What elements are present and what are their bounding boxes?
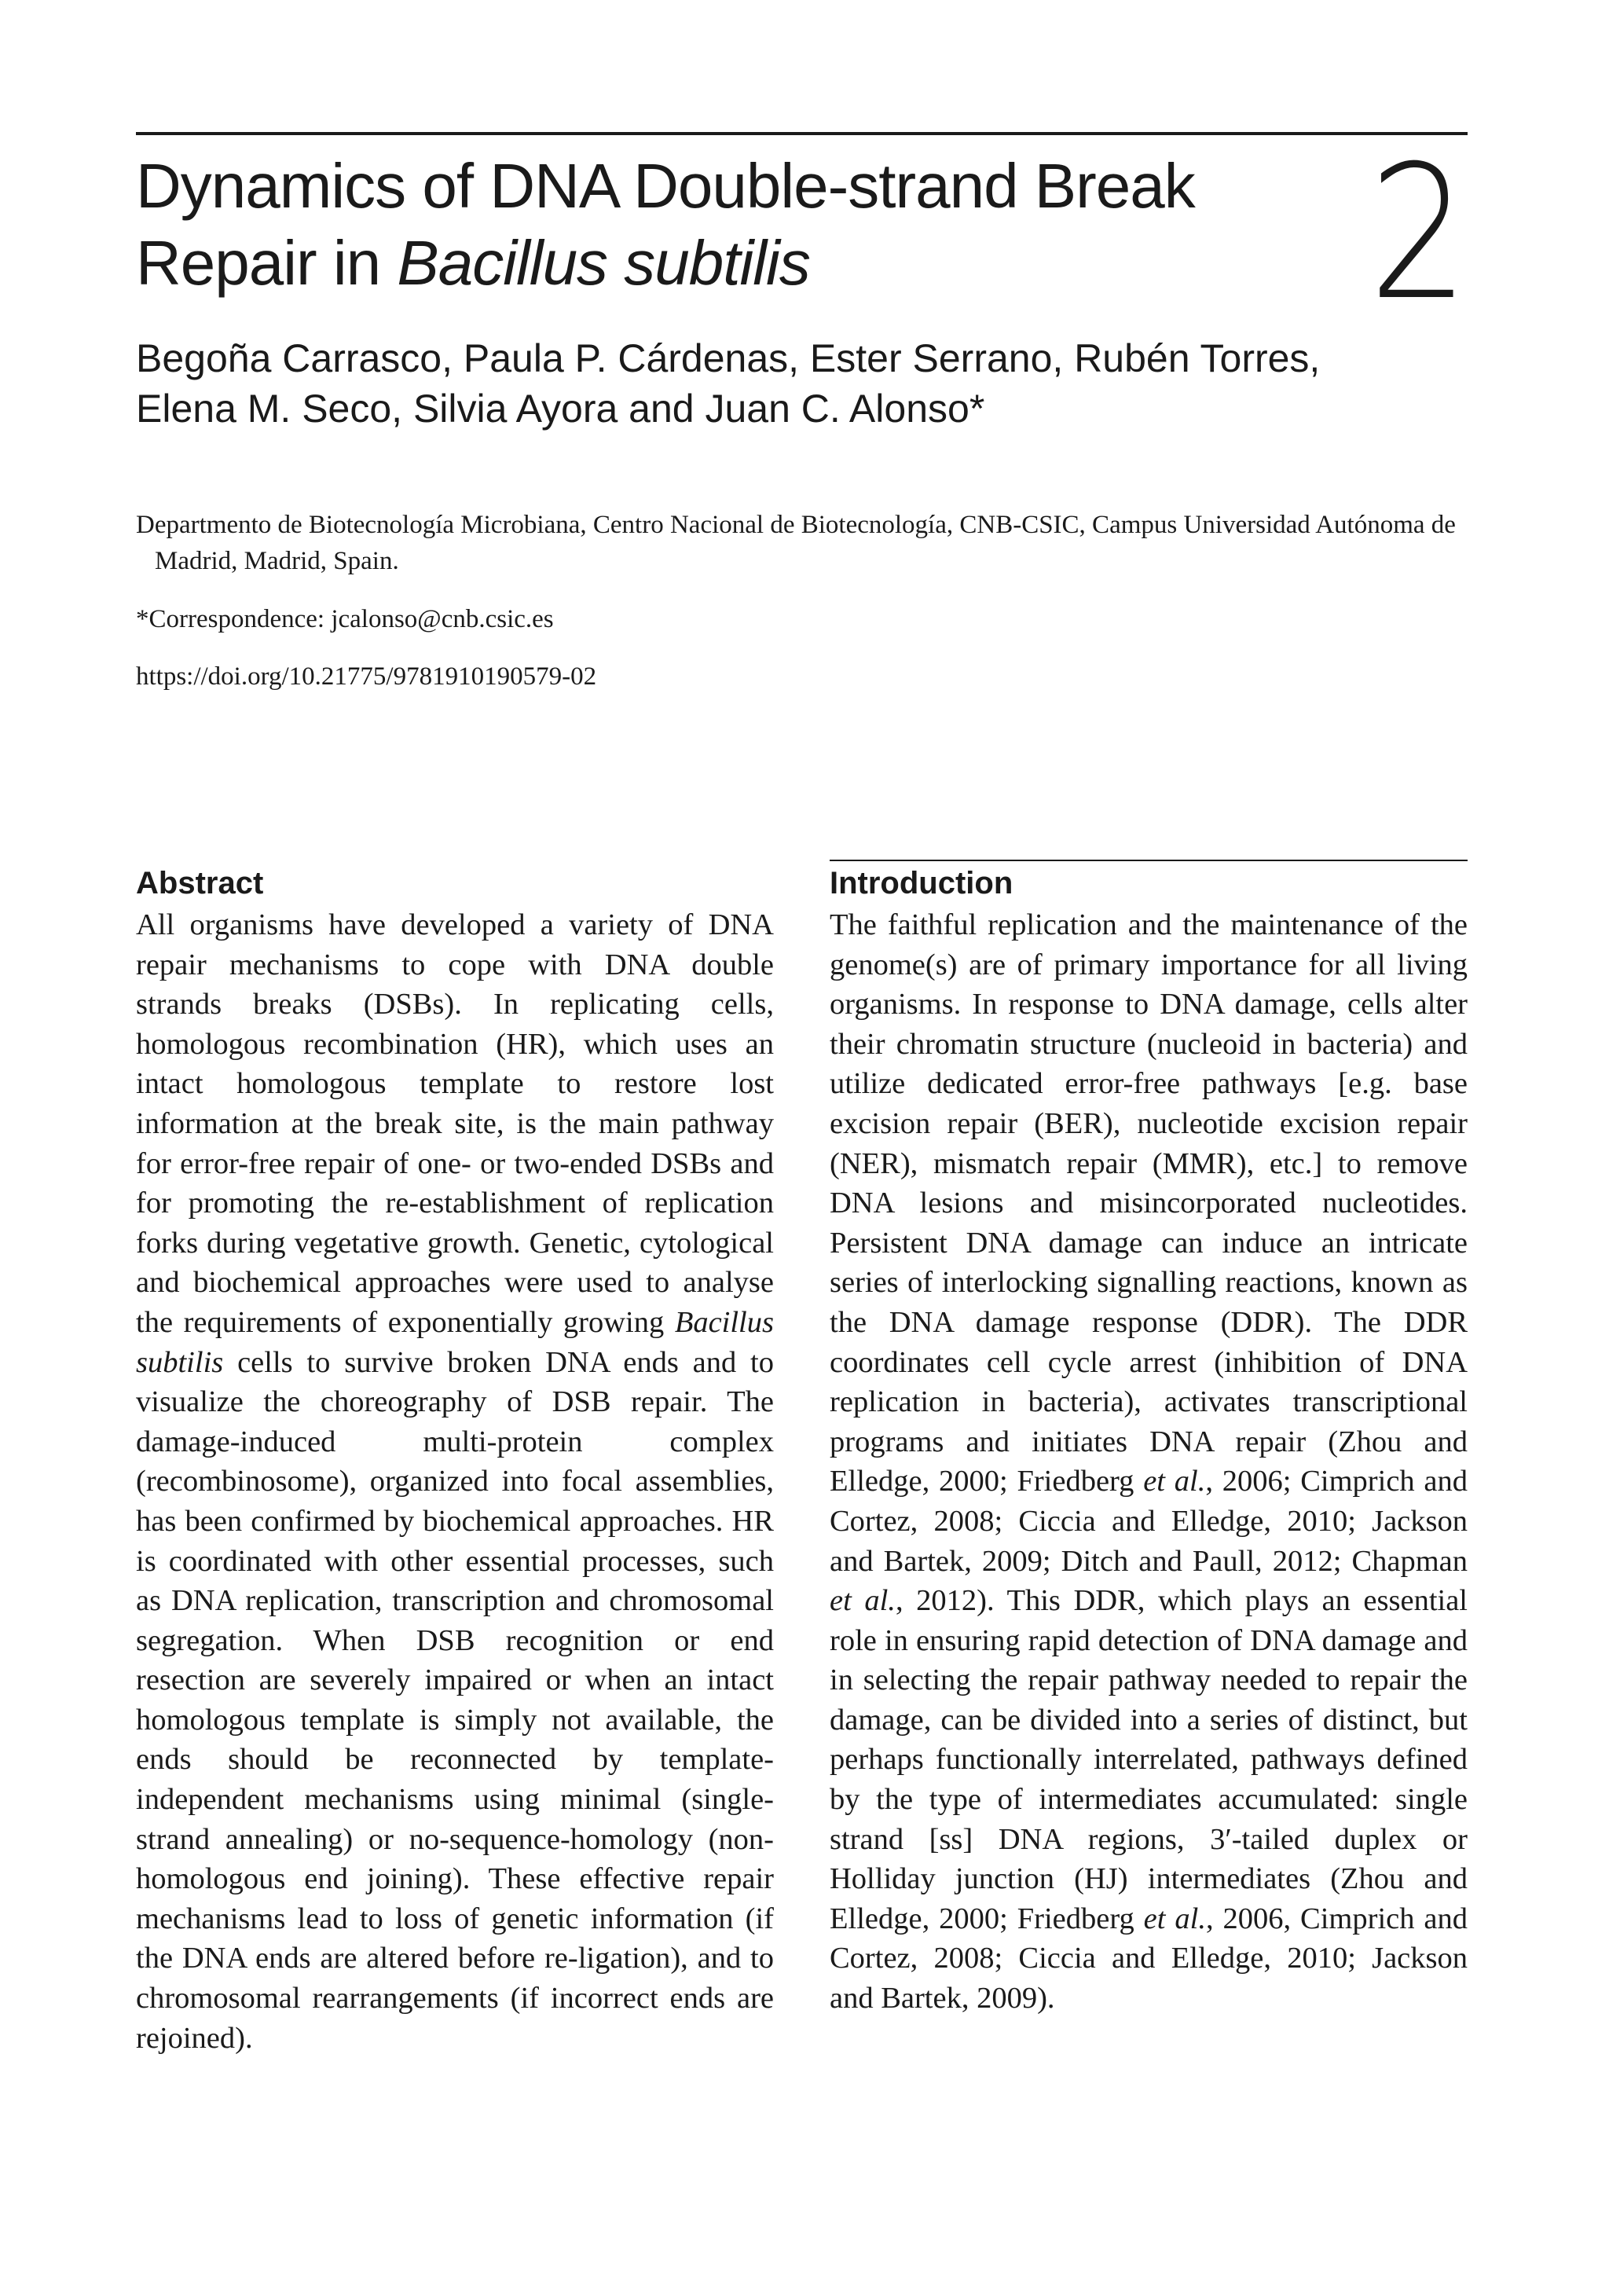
authors-line-2: Elena M. Seco, Silvia Ayora and Juan C. Alonso* <box>136 387 985 431</box>
abstract-section <box>136 863 774 2058</box>
abstract-text-part-2: cells to survive broken DNA ends and to visualize the choreography of DSB repair. The damage-induced multi-protein complex (recombinosome), organized into focal assemblies, has been confirmed by biochemical approaches. HR is coordinated with other essential processes, such as DNA replication, transcription and chromosomal segregation. When DSB recognition or end resection are severely impaired or when an intact homologous template is simply not available, the ends should be reconnected by template-independent mechanisms using minimal (single-strand annealing) or no-sequence-homology (non-homologous end joining). These effective repair mechanisms lead to loss of genetic information (if the DNA ends are altered before re-ligation), and to chromosomal rearrangements (if incorrect ends are rejoined). <box>136 1345 774 2055</box>
abstract-text-part-1: All organisms have developed a variety of DNA repair mechanisms to cope with DNA double strands breaks (DSBs). In replicating cells, homologous recombination (HR), which uses an intact homologous template to restore lost information at the break site, is the main pathway for error-free repair of one- or two-ended DSBs and for promoting the re-establishment of replication forks during vegetative growth. Genetic, cytological and biochemical approaches were used to analyse the requirements of exponentially growing <box>136 908 774 1339</box>
intro-text-part-3: , 2012). This DDR, which plays an essential role in ensuring rapid detection of DNA damage and in selecting the repair pathway needed to repair the damage, can be divided into a series of distinct, but perhaps functionally interrelated, pathways defined by the type of intermediates accumulated: single strand [ss] DNA regions, 3′-tailed duplex or Holliday junction (HJ) intermediates (Zhou and Elledge, 2000; Friedberg <box>830 1584 1468 1935</box>
authors-line-1: Begoña Carrasco, Paula P. Cárdenas, Ester Serrano, Rubén Torres, <box>136 336 1321 380</box>
chapter-number: 2 <box>1369 127 1469 341</box>
abstract-heading: Abstract <box>136 866 264 900</box>
chapter-title <box>136 148 1314 302</box>
correspondence: *Correspondence: jcalonso@cnb.csic.es <box>136 605 554 633</box>
introduction-section <box>830 863 1468 2019</box>
header-rule <box>136 132 1468 135</box>
intro-etal-1: et al. <box>1143 1465 1206 1498</box>
abstract-species-italic: Bacillus subtilis <box>136 1305 774 1379</box>
introduction-rule <box>830 860 1468 861</box>
introduction-text <box>830 905 1468 2019</box>
intro-text-part-1: The faithful replication and the maintenance of the genome(s) are of primary importance for all living organisms. In response to DNA damage, cells alter their chromatin structure (nucleoid in bacteria) and utilize dedicated error-free pathways [e.g. base excision repair (BER), nucleotide excision repair (NER), mismatch repair (MMR), etc.] to remove DNA lesions and misincorporated nucleotides. Persistent DNA damage can induce an intricate series of interlocking signalling reactions, known as the DNA damage response (DDR). The DDR coordinates cell cycle arrest (inhibition of DNA replication in bacteria), activates transcriptional programs and initiates DNA repair (Zhou and Elledge, 2000; Friedberg <box>830 908 1468 1498</box>
intro-text-part-2: , 2006; Cimprich and Cortez, 2008; Ciccia and Elledge, 2010; Jackson and Bartek, 2009; Ditch and Paull, 2012; Chapman <box>830 1465 1468 1578</box>
intro-etal-3: et al. <box>1143 1902 1206 1935</box>
doi-link[interactable]: https://doi.org/10.21775/9781910190579-02 <box>136 662 597 691</box>
abstract-text <box>136 905 774 2058</box>
author-list <box>136 333 1393 434</box>
intro-text-part-4: , 2006, Cimprich and Cortez, 2008; Ciccia and Elledge, 2010; Jackson and Bartek, 2009). <box>830 1902 1468 2015</box>
intro-etal-2: et al. <box>830 1584 896 1618</box>
affiliation: Departmento de Biotecnología Microbiana, Centro Nacional de Biotecnología, CNB-CSIC, Campus Universidad Autónoma de Madrid, Madrid, Spain. <box>136 511 1456 575</box>
introduction-heading: Introduction <box>830 866 1013 900</box>
title-line-2: Repair in <box>136 228 398 298</box>
title-line-1: Dynamics of DNA Double-strand Break <box>136 151 1195 221</box>
title-species-italic: Bacillus subtilis <box>397 228 810 298</box>
